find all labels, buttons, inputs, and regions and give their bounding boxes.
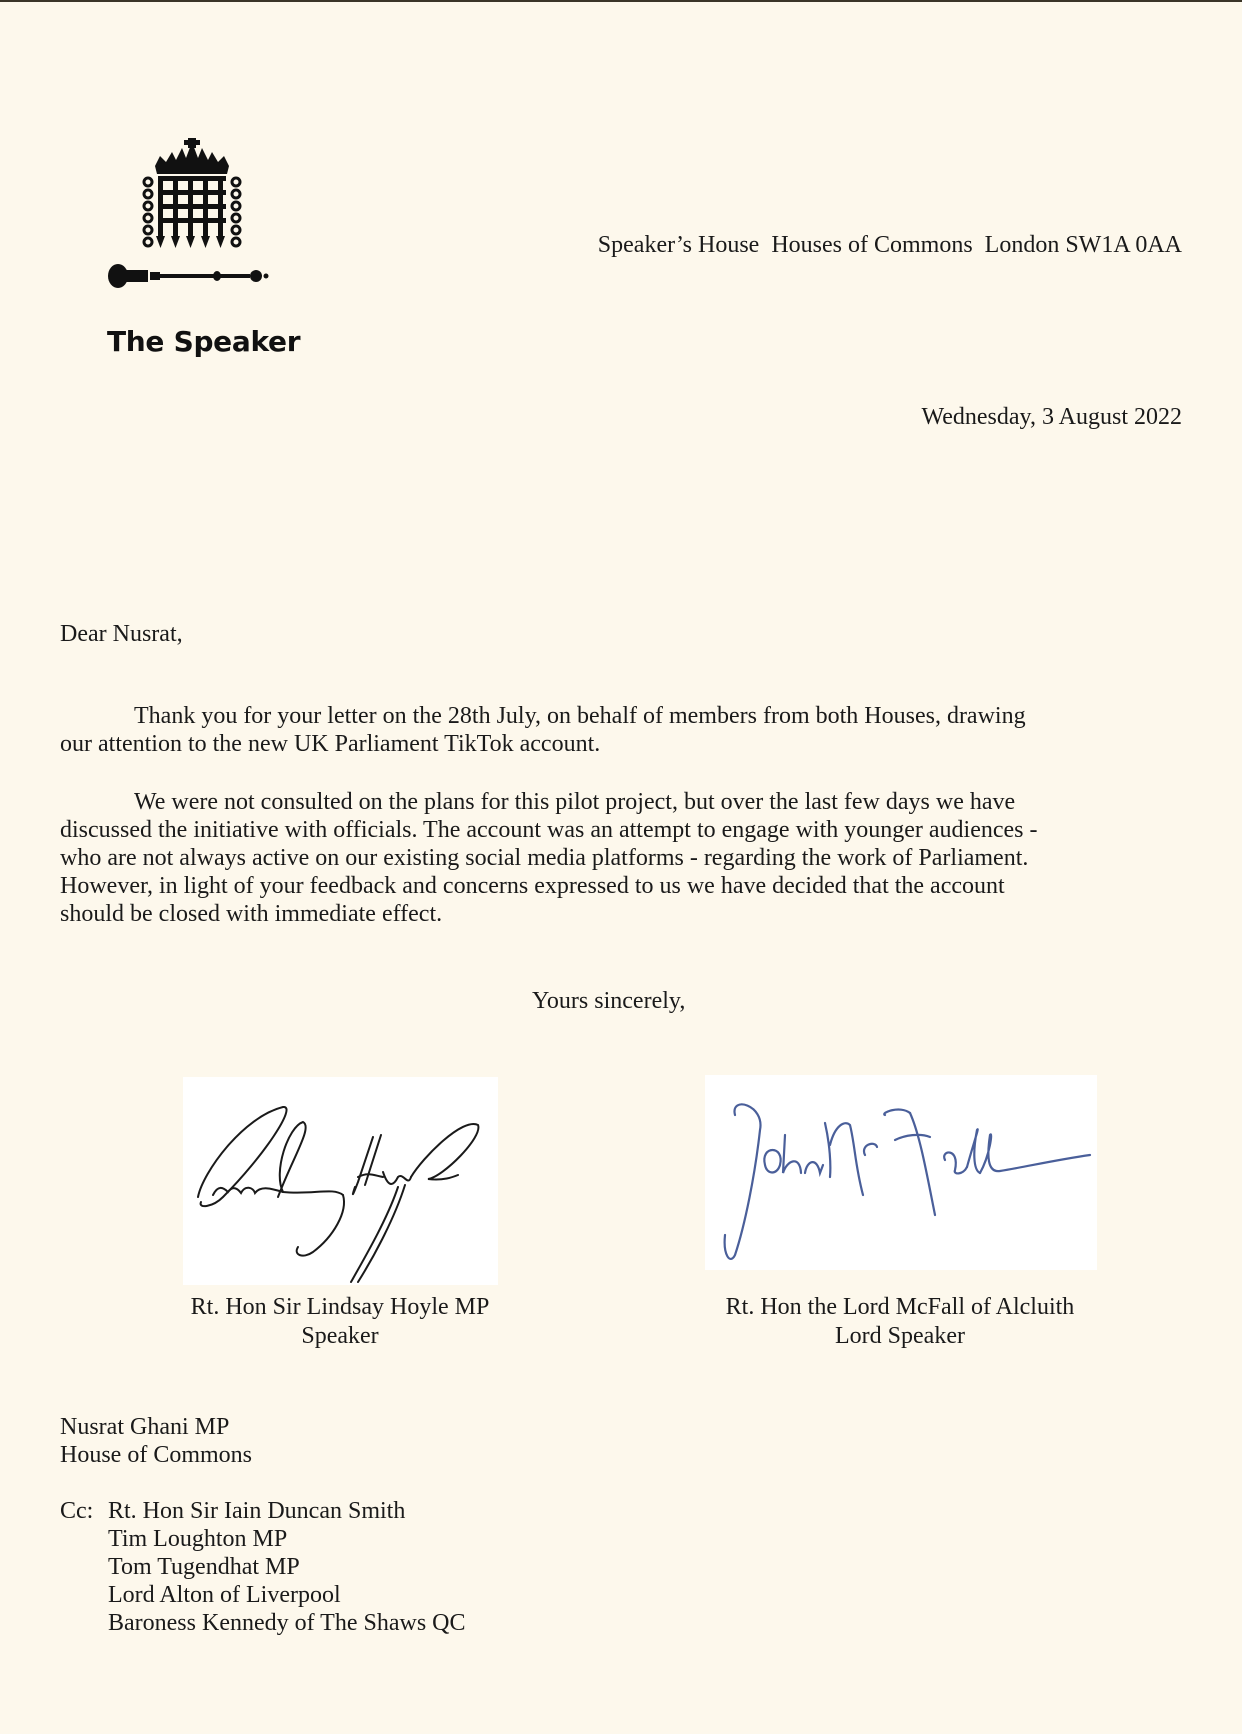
cc-item: Lord Alton of Liverpool <box>108 1582 341 1608</box>
salutation: Dear Nusrat, <box>60 621 183 647</box>
top-border <box>0 0 1242 2</box>
cc-label: Cc: <box>60 1498 94 1524</box>
paragraph-line: Thank you for your letter on the 28th July, on behalf of members from both Houses, drawing <box>134 703 1026 729</box>
cc-list <box>108 1497 466 1637</box>
cc-item: Baroness Kennedy of The Shaws QC <box>108 1610 466 1636</box>
signature-john-mcfall-icon <box>705 1075 1097 1270</box>
signatory-role: Speaker <box>301 1323 379 1349</box>
sender-address: Speaker’s House Houses of Commons London SW1A 0AA <box>597 232 1182 258</box>
signature-lindsay-hoyle-icon <box>183 1077 498 1285</box>
signatory-speaker <box>140 1293 540 1351</box>
paragraph-1 <box>60 702 1170 758</box>
cc-item: Tim Loughton MP <box>108 1526 288 1552</box>
recipient-house: House of Commons <box>60 1442 252 1468</box>
office-title: The Speaker <box>107 325 301 358</box>
paragraph-line: should be closed with immediate effect. <box>60 901 443 927</box>
paragraph-line: We were not consulted on the plans for this pilot project, but over the last few days we have <box>134 789 1016 815</box>
closing: Yours sincerely, <box>532 988 686 1014</box>
portcullis-crest-icon <box>100 138 290 298</box>
recipient-name: Nusrat Ghani MP <box>60 1414 230 1440</box>
letter-date: Wednesday, 3 August 2022 <box>921 404 1182 430</box>
paragraph-line: who are not always active on our existing social media platforms - regarding the work of Parliament. <box>60 845 1029 871</box>
signatory-lord-speaker <box>680 1293 1120 1351</box>
paragraph-line: However, in light of your feedback and concerns expressed to us we have decided that the account <box>60 873 1005 899</box>
paragraph-line: discussed the initiative with officials. The account was an attempt to engage with younger audiences - <box>60 817 1038 843</box>
signatory-name: Rt. Hon Sir Lindsay Hoyle MP <box>190 1294 490 1320</box>
signatory-role: Lord Speaker <box>835 1323 965 1349</box>
paragraph-line: our attention to the new UK Parliament TikTok account. <box>60 731 601 757</box>
cc-item: Tom Tugendhat MP <box>108 1554 300 1580</box>
cc-item: Rt. Hon Sir Iain Duncan Smith <box>108 1498 406 1524</box>
signatory-name: Rt. Hon the Lord McFall of Alcluith <box>725 1294 1075 1320</box>
recipient-block <box>60 1413 252 1469</box>
paragraph-2 <box>60 788 1170 928</box>
